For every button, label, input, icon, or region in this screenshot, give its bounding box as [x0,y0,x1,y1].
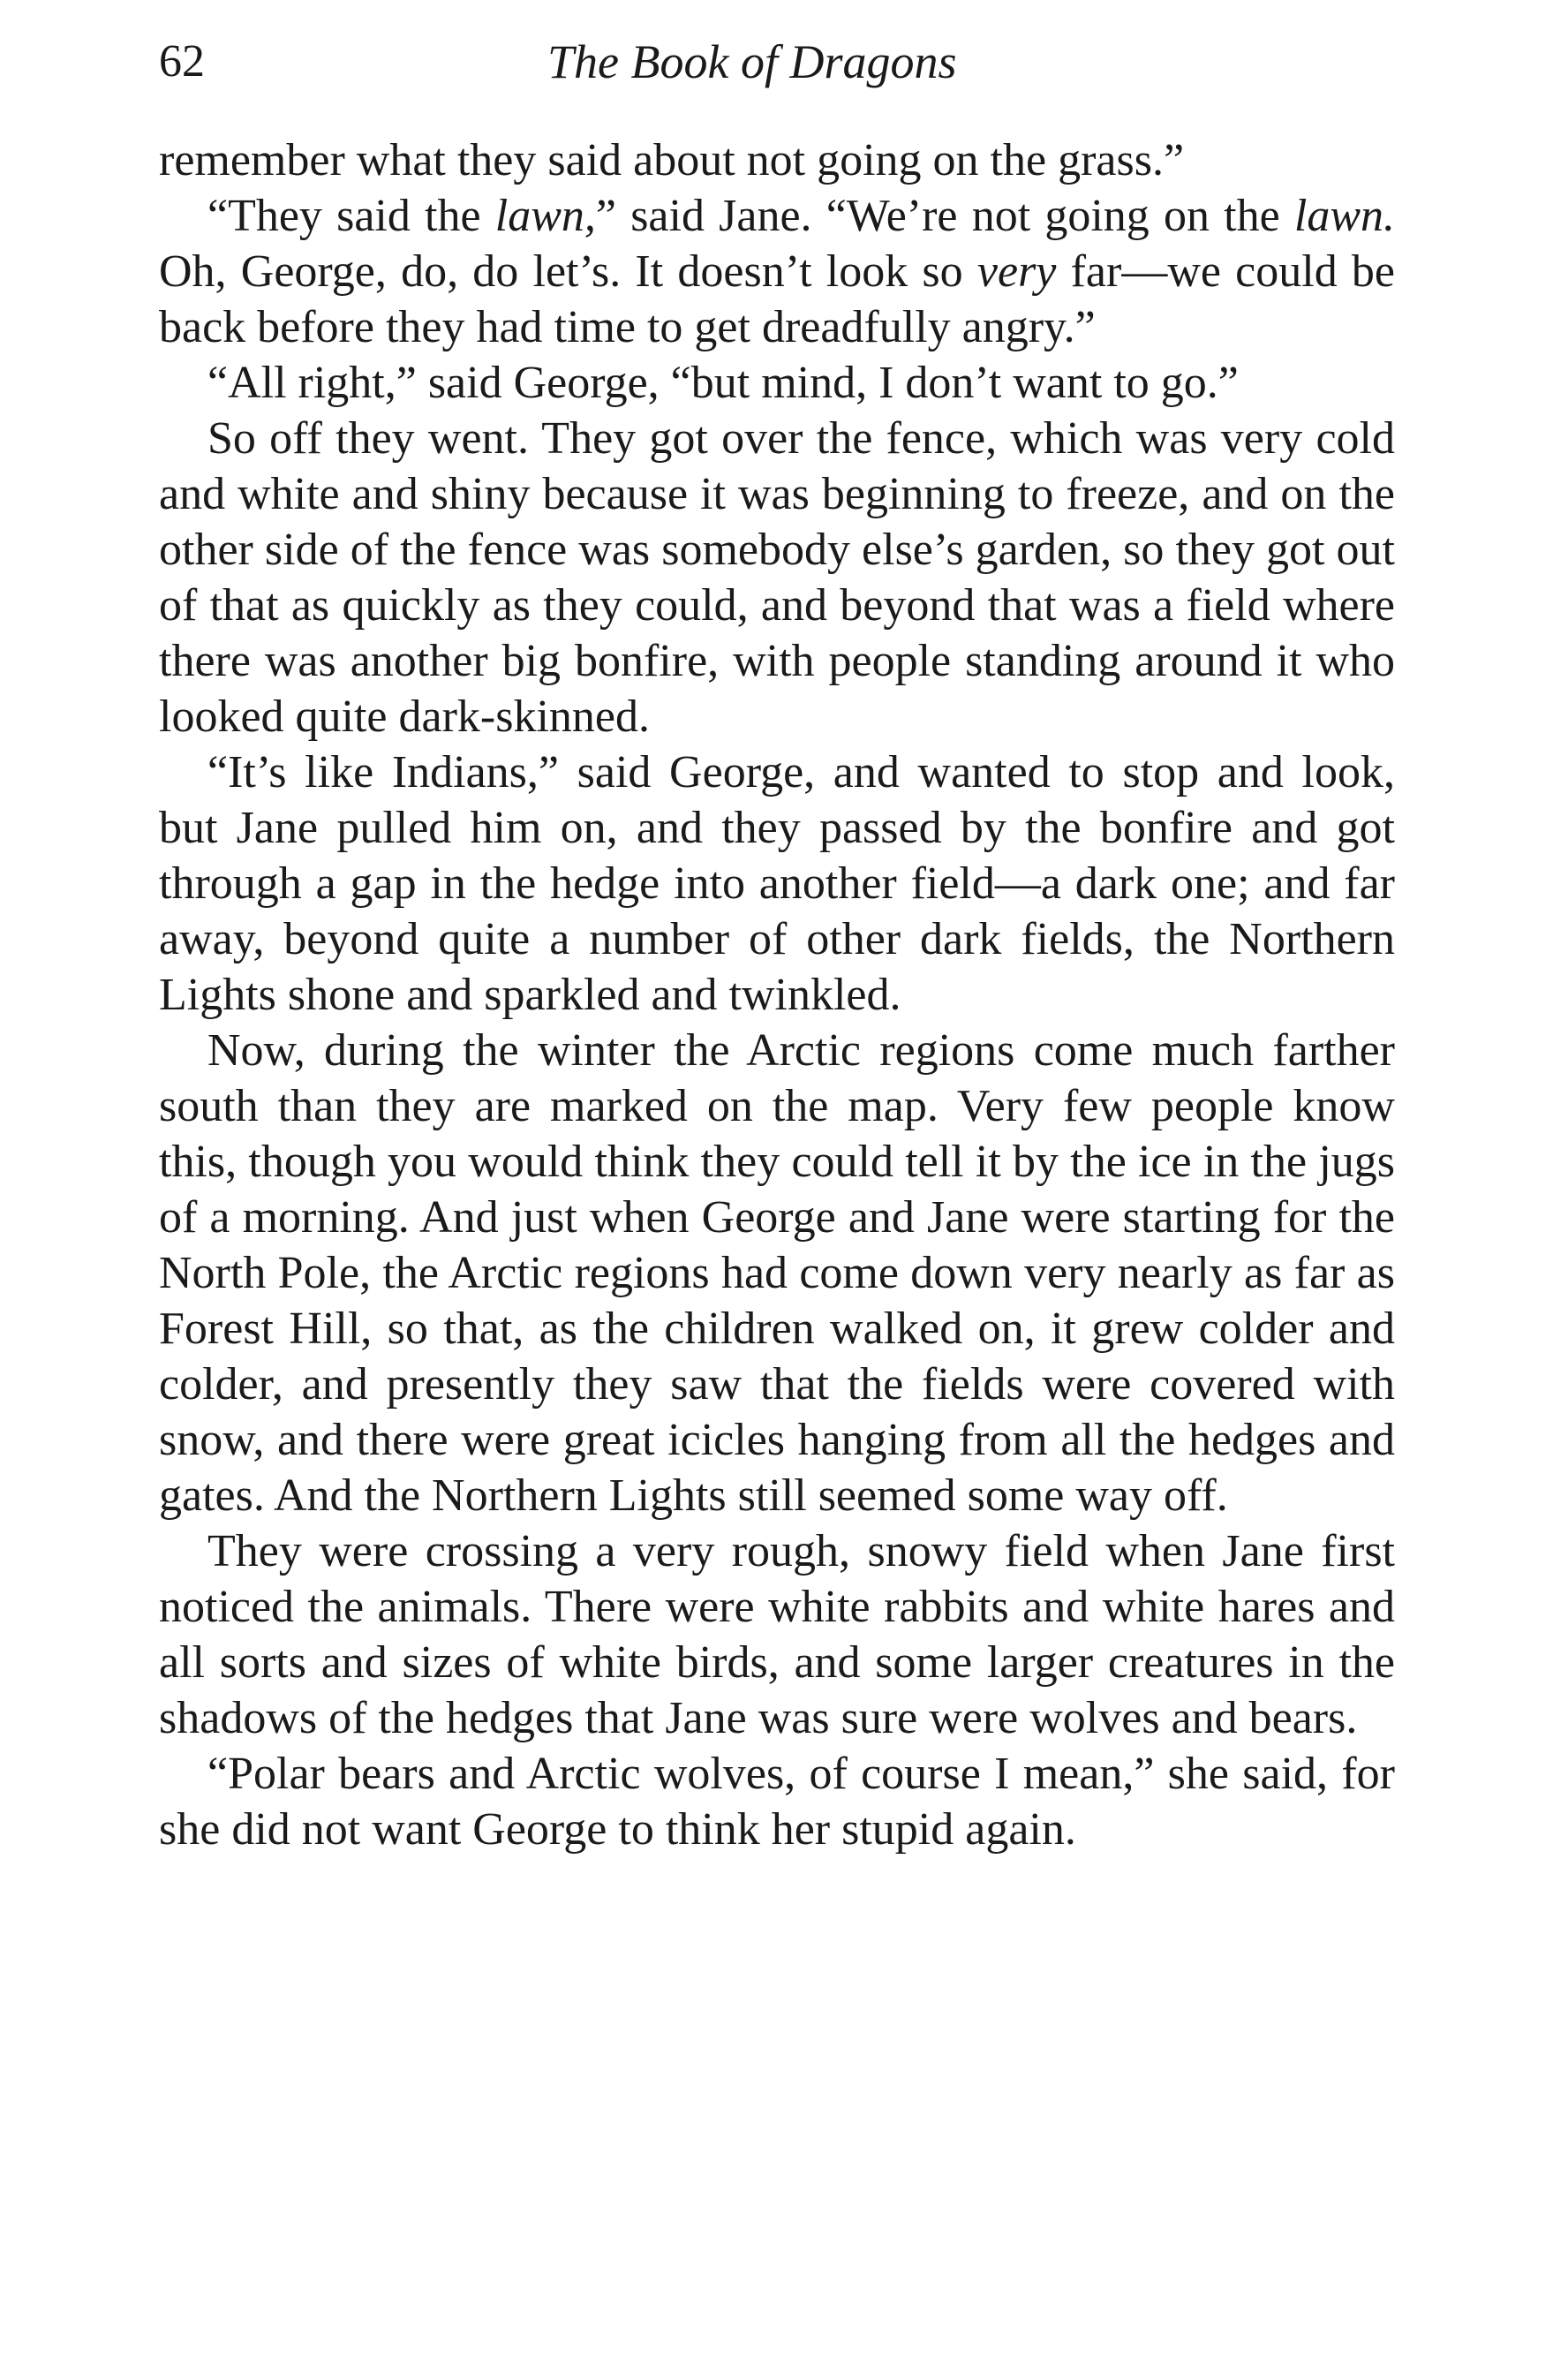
text-segment: Oh, George, do, do let’s. It doesn’t look so [159,246,977,297]
text-segment: far—we could be back before they had time to get dreadfully angry.” [159,246,1396,352]
text-segment: remember what they said about not going on the grass.” [159,135,1185,185]
paragraph [159,1023,1395,1523]
paragraph [159,355,1395,411]
italic-segment: lawn, [494,191,596,241]
paragraph [159,411,1395,744]
text-segment: ” said Jane. “We’re not going on the [595,191,1294,241]
text-segment: “Polar bears and Arctic wolves, of course I mean,” she said, for she did not want George to think her stupid again. [159,1749,1395,1855]
paragraph [159,744,1395,1023]
text-segment: Now, during the winter the Arctic regions come much farther south than they are marked on the map. Very few people know this, though you would think they could tell it by the ice in the jugs of a morning. And just when George and Jane were starting for the North Pole, the Arctic regions had come down very nearly as far as Forest Hill, so that, as the children walked on, it grew colder and colder, and presently they saw that the fields were covered with snow, and there were great icicles hanging from all the hedges and gates. And the Northern Lights still seemed some way off. [159,1025,1395,1521]
text-segment: So off they went. They got over the fence, which was very cold and white and shiny because it was beginning to freeze, and on the other side of the fence was somebody else’s garden, so they got out of that as quickly as they could, and beyond that was a field where there was another big bonfire, with people standing around it who looked quite dark-skinned. [159,413,1395,742]
paragraph [159,188,1395,355]
italic-segment: lawn. [1293,191,1396,241]
running-title: The Book of Dragons [547,35,957,88]
text-segment: “All right,” said George, “but mind, I don’t want to go.” [207,358,1239,408]
page-header [0,26,1568,97]
body-text [159,132,1395,1857]
text-segment: “They said the [207,191,495,241]
paragraph [159,1746,1395,1857]
paragraph [159,1523,1395,1746]
italic-segment: very [976,246,1057,297]
text-segment: “It’s like Indians,” said George, and wanted to stop and look, but Jane pulled him on, and they passed by the bonfire and got through a gap in the hedge into another field—a dark one; and far away, beyond quite a number of other dark fields, the Northern Lights shone and sparkled and twinkled. [159,747,1395,1020]
paragraph [159,132,1395,188]
page-number: 62 [159,36,205,87]
text-segment: They were crossing a very rough, snowy field when Jane first noticed the animals. There were white rabbits and white hares and all sorts and sizes of white birds, and some larger creatures in the shadows of the hedges that Jane was sure were wolves and bears. [159,1526,1395,1743]
